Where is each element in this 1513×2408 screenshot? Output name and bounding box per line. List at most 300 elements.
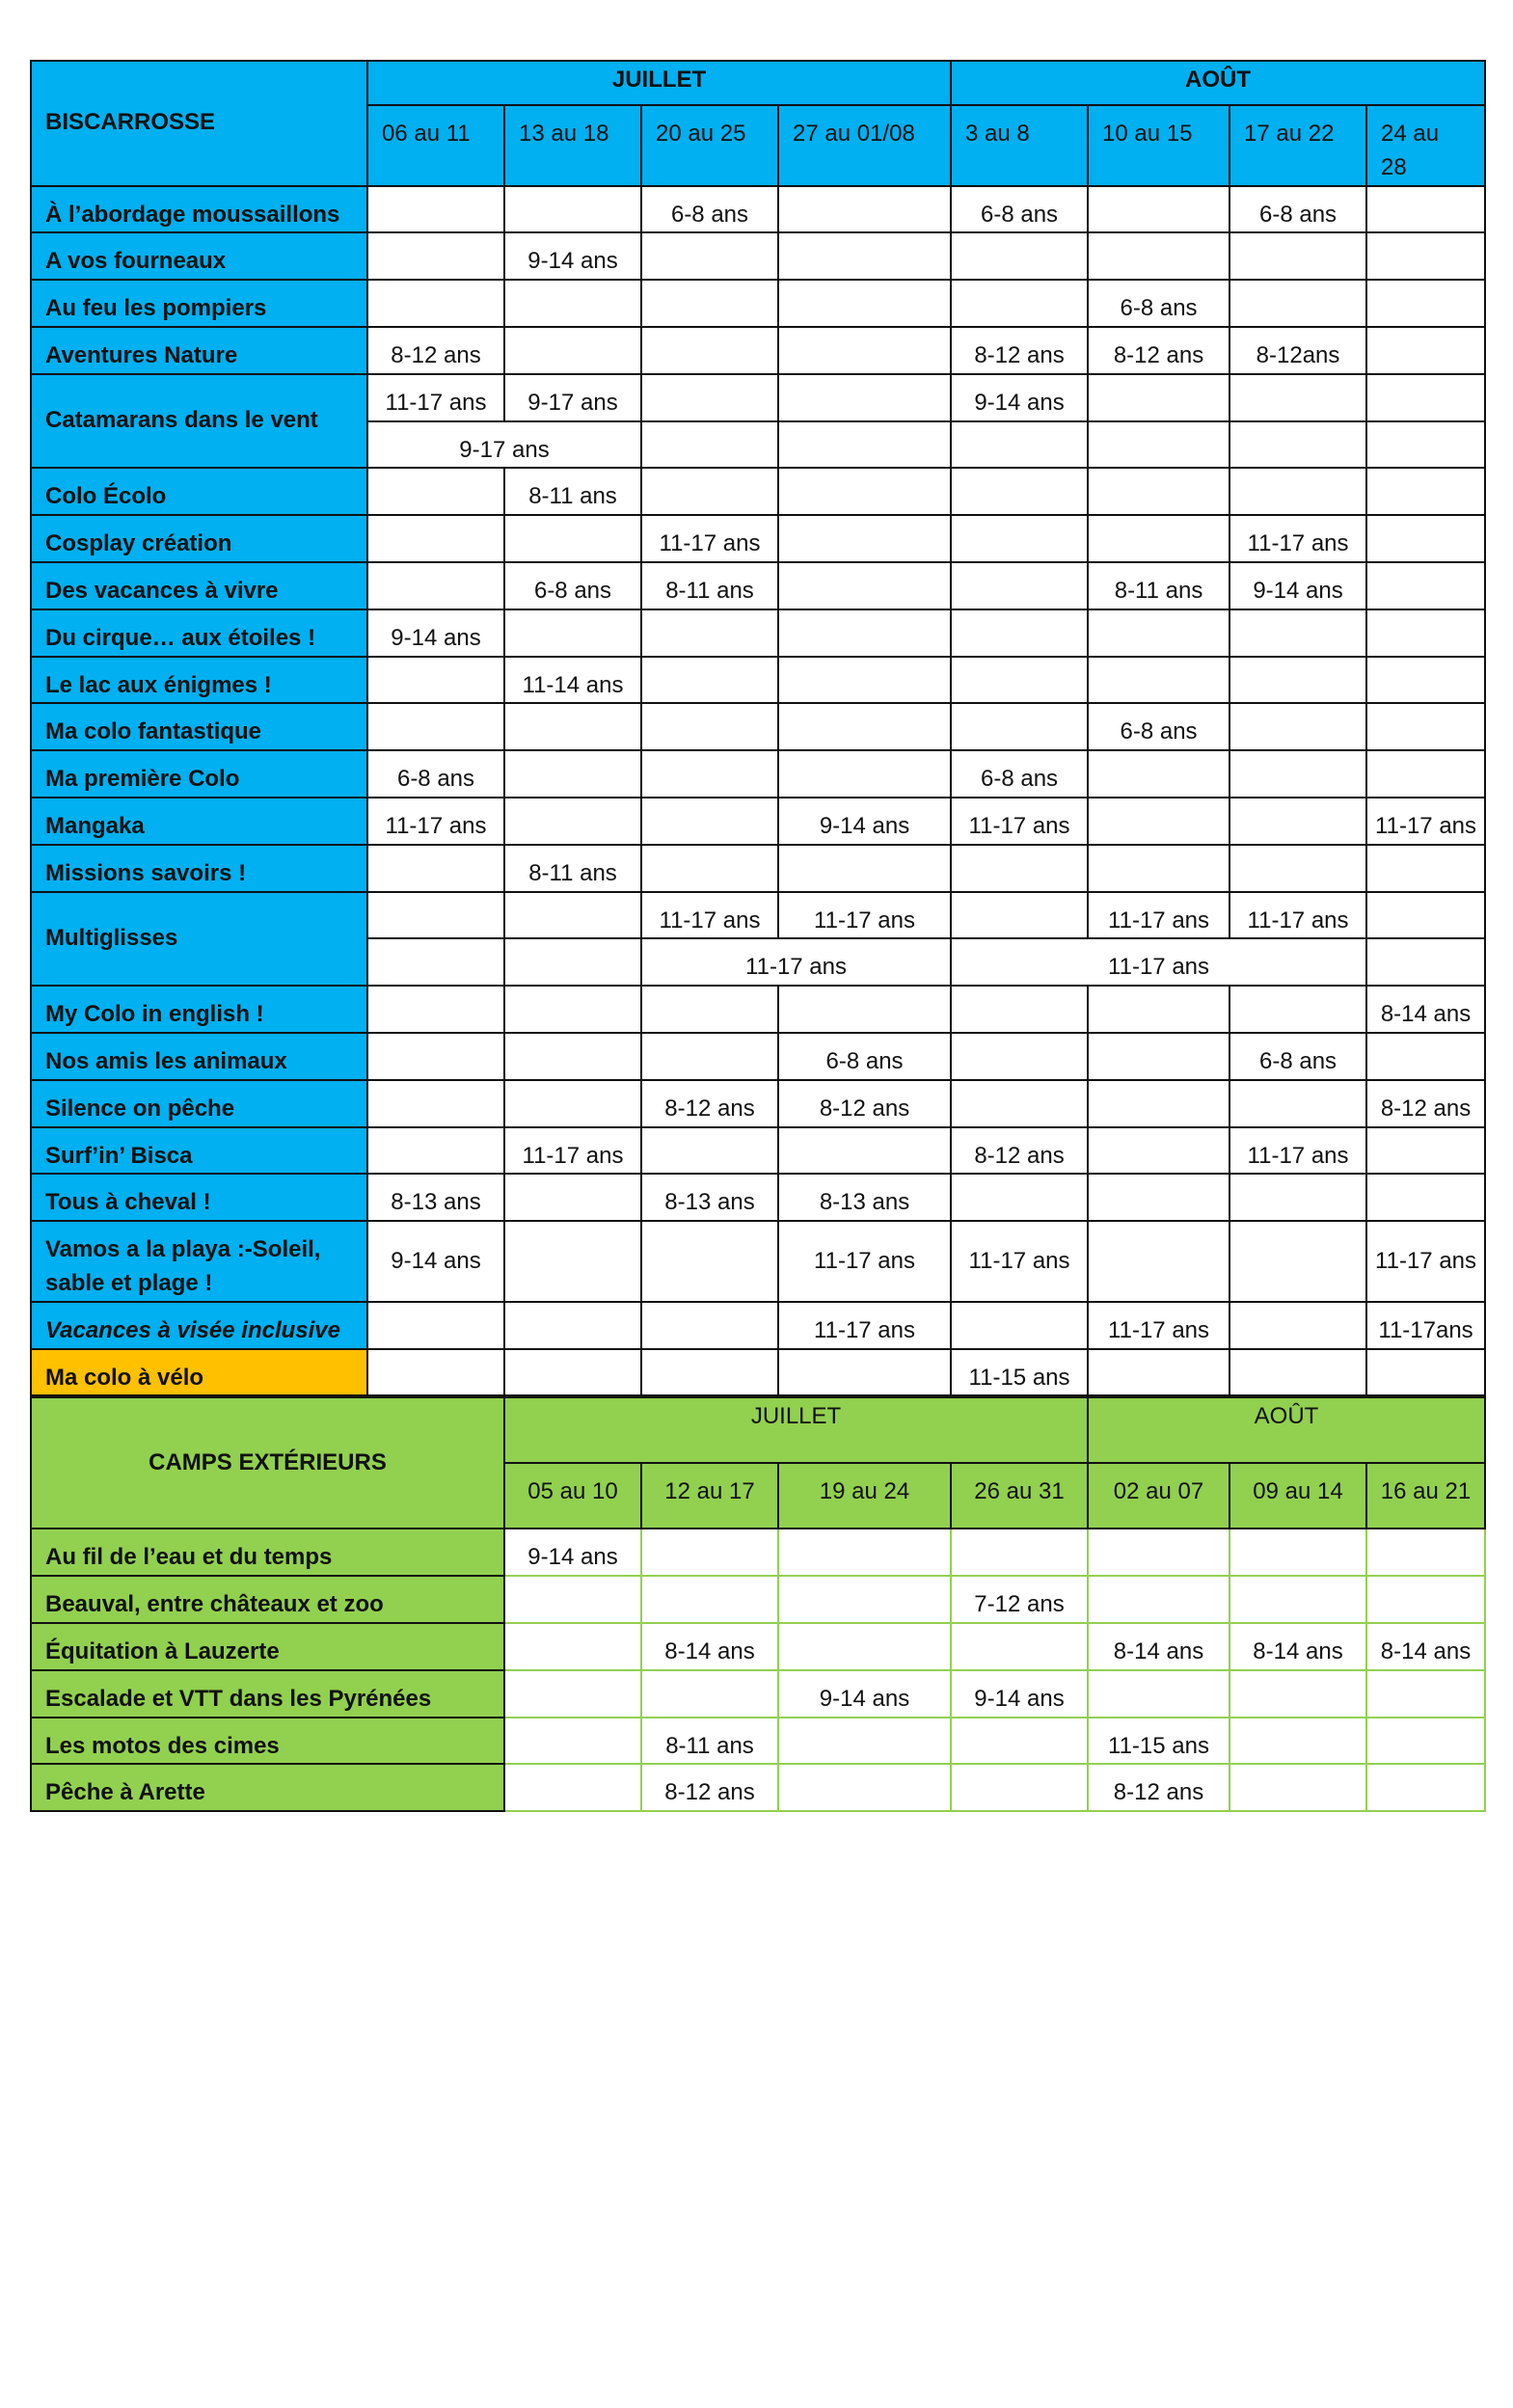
camps-title: CAMPS EXTÉRIEURS xyxy=(31,1397,504,1529)
session-cell xyxy=(1088,798,1229,845)
session-cell: 9-14 ans xyxy=(1229,562,1366,609)
session-cell xyxy=(504,1670,641,1718)
session-cell: 11-17 ans xyxy=(951,798,1088,845)
session-cell xyxy=(1366,657,1485,704)
table-row xyxy=(31,1221,1485,1302)
session-cell xyxy=(1229,232,1366,280)
session-cell: 11-17 ans xyxy=(641,938,951,986)
session-cell xyxy=(1366,327,1485,374)
session-cell xyxy=(641,657,778,704)
date-header: 24 au 28 xyxy=(1366,105,1485,186)
activity-label: Du cirque… aux étoiles ! xyxy=(31,609,367,657)
activity-label: Tous à cheval ! xyxy=(31,1174,367,1221)
session-cell: 8-11 ans xyxy=(641,562,778,609)
session-cell xyxy=(1366,703,1485,750)
date-header: 06 au 11 xyxy=(367,105,504,186)
table-row xyxy=(31,892,1485,939)
camp-label: Pêche à Arette xyxy=(31,1764,504,1811)
camp-label: Escalade et VTT dans les Pyrénées xyxy=(31,1670,504,1718)
session-cell: 8-12 ans xyxy=(951,327,1088,374)
session-cell: 11-17 ans xyxy=(951,938,1366,986)
table-row xyxy=(31,232,1485,280)
session-cell xyxy=(778,1764,951,1811)
page xyxy=(30,60,1484,1812)
activity-label: Aventures Nature xyxy=(31,327,367,374)
session-cell xyxy=(1229,1529,1366,1576)
session-cell xyxy=(641,280,778,327)
session-cell xyxy=(367,1349,504,1396)
session-cell xyxy=(1088,1349,1229,1396)
session-cell: 6-8 ans xyxy=(504,562,641,609)
session-cell xyxy=(778,845,951,892)
session-cell: 6-8 ans xyxy=(1229,1033,1366,1080)
camps-month-aout: AOÛT xyxy=(1088,1397,1485,1463)
camps-date-header: 02 au 07 xyxy=(1088,1463,1229,1529)
table-row xyxy=(31,609,1485,657)
session-cell: 11-17 ans xyxy=(778,1302,951,1349)
session-cell xyxy=(1088,1033,1229,1080)
session-cell xyxy=(1229,1670,1366,1718)
session-cell xyxy=(951,280,1088,327)
session-cell xyxy=(504,750,641,798)
session-cell xyxy=(1088,657,1229,704)
session-cell xyxy=(951,703,1088,750)
session-cell xyxy=(367,1080,504,1127)
camps-date-header: 09 au 14 xyxy=(1229,1463,1366,1529)
session-cell xyxy=(951,657,1088,704)
session-cell xyxy=(951,986,1088,1033)
session-cell xyxy=(367,515,504,562)
session-cell xyxy=(504,892,641,939)
session-cell: 6-8 ans xyxy=(1229,186,1366,233)
session-cell: 11-17ans xyxy=(1366,1302,1485,1349)
session-cell xyxy=(1088,515,1229,562)
session-cell: 8-12 ans xyxy=(367,327,504,374)
camp-label: Les motos des cimes xyxy=(31,1718,504,1765)
date-header: 17 au 22 xyxy=(1229,105,1366,186)
session-cell xyxy=(504,1080,641,1127)
session-cell xyxy=(1366,1033,1485,1080)
activity-label: Ma colo à vélo xyxy=(31,1349,367,1396)
session-cell xyxy=(367,1033,504,1080)
session-cell: 11-17 ans xyxy=(367,374,504,421)
session-cell xyxy=(1366,421,1485,469)
session-cell xyxy=(1366,186,1485,233)
table-row xyxy=(31,845,1485,892)
session-cell xyxy=(641,1221,778,1302)
session-cell xyxy=(641,703,778,750)
table-row xyxy=(31,1718,1485,1765)
session-cell xyxy=(778,232,951,280)
table-row xyxy=(31,1623,1485,1670)
session-cell: 8-14 ans xyxy=(1366,1623,1485,1670)
date-header: 27 au 01/08 xyxy=(778,105,951,186)
activity-label: Catamarans dans le vent xyxy=(31,374,367,469)
session-cell xyxy=(367,657,504,704)
session-cell xyxy=(1366,1670,1485,1718)
session-cell: 11-17 ans xyxy=(504,1127,641,1175)
session-cell xyxy=(641,1302,778,1349)
session-cell xyxy=(1366,1349,1485,1396)
session-cell xyxy=(1088,1529,1229,1576)
session-cell xyxy=(1229,845,1366,892)
session-cell xyxy=(367,986,504,1033)
session-cell xyxy=(1088,1127,1229,1175)
session-cell xyxy=(1088,232,1229,280)
session-cell xyxy=(1366,1174,1485,1221)
session-cell xyxy=(778,1349,951,1396)
session-cell: 8-14 ans xyxy=(1366,986,1485,1033)
session-cell: 8-11 ans xyxy=(1088,562,1229,609)
date-header: 13 au 18 xyxy=(504,105,641,186)
session-cell: 7-12 ans xyxy=(951,1576,1088,1623)
session-cell xyxy=(641,421,778,469)
camps-date-header: 19 au 24 xyxy=(778,1463,951,1529)
session-cell xyxy=(504,986,641,1033)
session-cell xyxy=(1088,845,1229,892)
session-cell xyxy=(778,280,951,327)
session-cell: 6-8 ans xyxy=(951,750,1088,798)
session-cell xyxy=(1088,1576,1229,1623)
session-cell xyxy=(1229,798,1366,845)
session-cell xyxy=(367,703,504,750)
activity-label-line: Vamos a la playa :-Soleil, xyxy=(45,1236,321,1263)
session-cell xyxy=(951,1080,1088,1127)
biscarrosse-title: BISCARROSSE xyxy=(31,61,367,186)
session-cell xyxy=(367,1127,504,1175)
date-header: 20 au 25 xyxy=(641,105,778,186)
session-cell xyxy=(504,186,641,233)
activity-label: Silence on pêche xyxy=(31,1080,367,1127)
session-cell xyxy=(1366,1764,1485,1811)
session-cell xyxy=(951,468,1088,515)
table-row xyxy=(31,1576,1485,1623)
session-cell: 11-15 ans xyxy=(1088,1718,1229,1765)
session-cell xyxy=(1366,280,1485,327)
session-cell: 6-8 ans xyxy=(1088,703,1229,750)
session-cell xyxy=(504,938,641,986)
session-cell xyxy=(1366,845,1485,892)
session-cell xyxy=(1366,609,1485,657)
session-cell xyxy=(641,798,778,845)
session-cell xyxy=(1229,1221,1366,1302)
session-cell xyxy=(504,1349,641,1396)
session-cell xyxy=(951,845,1088,892)
session-cell xyxy=(1366,515,1485,562)
session-cell: 8-14 ans xyxy=(1088,1623,1229,1670)
session-cell xyxy=(1366,232,1485,280)
camp-label: Au fil de l’eau et du temps xyxy=(31,1529,504,1576)
session-cell: 9-17 ans xyxy=(504,374,641,421)
session-cell: 8-14 ans xyxy=(641,1623,778,1670)
session-cell xyxy=(951,1174,1088,1221)
session-cell xyxy=(504,1221,641,1302)
session-cell xyxy=(1229,374,1366,421)
camps-date-header: 12 au 17 xyxy=(641,1463,778,1529)
session-cell xyxy=(951,1033,1088,1080)
camps-date-header: 05 au 10 xyxy=(504,1463,641,1529)
session-cell xyxy=(1366,1127,1485,1175)
month-aout: AOÛT xyxy=(951,61,1485,105)
session-cell: 9-14 ans xyxy=(367,1221,504,1302)
camps-date-header: 16 au 21 xyxy=(1366,1463,1485,1529)
session-cell xyxy=(778,1576,951,1623)
session-cell xyxy=(641,609,778,657)
session-cell: 8-11 ans xyxy=(641,1718,778,1765)
session-cell xyxy=(1088,1221,1229,1302)
session-cell xyxy=(951,562,1088,609)
session-cell: 8-12 ans xyxy=(1366,1080,1485,1127)
session-cell: 8-11 ans xyxy=(504,468,641,515)
session-cell xyxy=(367,232,504,280)
session-cell xyxy=(1088,1080,1229,1127)
session-cell xyxy=(504,703,641,750)
session-cell: 8-13 ans xyxy=(778,1174,951,1221)
session-cell: 11-17 ans xyxy=(367,798,504,845)
session-cell xyxy=(1088,986,1229,1033)
session-cell xyxy=(504,1623,641,1670)
table-row xyxy=(31,1174,1485,1221)
session-cell xyxy=(778,1529,951,1576)
session-cell xyxy=(641,1576,778,1623)
session-cell xyxy=(641,750,778,798)
session-cell xyxy=(951,1764,1088,1811)
session-cell xyxy=(641,374,778,421)
session-cell xyxy=(1229,1080,1366,1127)
session-cell xyxy=(778,421,951,469)
session-cell xyxy=(1088,374,1229,421)
session-cell xyxy=(641,232,778,280)
session-cell xyxy=(367,938,504,986)
activity-label: Colo Écolo xyxy=(31,468,367,515)
session-cell xyxy=(778,374,951,421)
table-row xyxy=(31,186,1485,233)
session-cell xyxy=(367,468,504,515)
table-row xyxy=(31,468,1485,515)
activity-label: Ma colo fantastique xyxy=(31,703,367,750)
session-cell xyxy=(1088,1174,1229,1221)
camps-month-juillet: JUILLET xyxy=(504,1397,1088,1463)
table-row xyxy=(31,280,1485,327)
camp-label: Beauval, entre châteaux et zoo xyxy=(31,1576,504,1623)
session-cell xyxy=(367,562,504,609)
session-cell xyxy=(951,1302,1088,1349)
session-cell: 11-15 ans xyxy=(951,1349,1088,1396)
session-cell xyxy=(1366,892,1485,939)
session-cell xyxy=(504,1718,641,1765)
table-row xyxy=(31,798,1485,845)
month-juillet: JUILLET xyxy=(367,61,951,105)
session-cell xyxy=(1088,468,1229,515)
session-cell xyxy=(778,986,951,1033)
session-cell xyxy=(1366,1529,1485,1576)
session-cell xyxy=(1229,609,1366,657)
session-cell xyxy=(1229,1174,1366,1221)
session-cell xyxy=(951,515,1088,562)
session-cell: 11-17 ans xyxy=(1088,1302,1229,1349)
activity-label: Le lac aux énigmes ! xyxy=(31,657,367,704)
session-cell: 11-17 ans xyxy=(641,515,778,562)
session-cell xyxy=(504,280,641,327)
session-cell xyxy=(778,1623,951,1670)
session-cell xyxy=(1229,657,1366,704)
session-cell: 11-17 ans xyxy=(1088,892,1229,939)
session-cell xyxy=(1229,421,1366,469)
session-cell xyxy=(1088,186,1229,233)
activity-label: Nos amis les animaux xyxy=(31,1033,367,1080)
session-cell xyxy=(951,232,1088,280)
table-row xyxy=(31,515,1485,562)
session-cell: 11-17 ans xyxy=(778,1221,951,1302)
session-cell: 11-17 ans xyxy=(1229,1127,1366,1175)
session-cell xyxy=(951,1623,1088,1670)
session-cell: 8-12 ans xyxy=(641,1764,778,1811)
session-cell: 11-17 ans xyxy=(778,892,951,939)
session-cell: 9-14 ans xyxy=(504,232,641,280)
session-cell xyxy=(778,1127,951,1175)
activity-label: Ma première Colo xyxy=(31,750,367,798)
session-cell: 6-8 ans xyxy=(367,750,504,798)
session-cell: 11-17 ans xyxy=(641,892,778,939)
session-cell xyxy=(1229,280,1366,327)
session-cell xyxy=(951,609,1088,657)
session-cell: 8-14 ans xyxy=(1229,1623,1366,1670)
session-cell xyxy=(1229,1302,1366,1349)
session-cell xyxy=(778,327,951,374)
session-cell xyxy=(1229,1764,1366,1811)
session-cell xyxy=(641,986,778,1033)
session-cell xyxy=(1088,421,1229,469)
session-cell xyxy=(778,1718,951,1765)
session-cell xyxy=(1366,750,1485,798)
session-cell xyxy=(951,1529,1088,1576)
session-cell xyxy=(641,845,778,892)
activity-label xyxy=(31,1221,367,1302)
session-cell xyxy=(1229,1718,1366,1765)
table-row xyxy=(31,657,1485,704)
session-cell: 6-8 ans xyxy=(778,1033,951,1080)
session-cell: 8-13 ans xyxy=(641,1174,778,1221)
session-cell xyxy=(1088,609,1229,657)
session-cell xyxy=(641,468,778,515)
session-cell xyxy=(1229,468,1366,515)
activity-label: Mangaka xyxy=(31,798,367,845)
session-cell xyxy=(504,327,641,374)
activity-label: Au feu les pompiers xyxy=(31,280,367,327)
camp-label: Équitation à Lauzerte xyxy=(31,1623,504,1670)
session-cell: 9-14 ans xyxy=(367,609,504,657)
session-cell xyxy=(641,1033,778,1080)
date-header: 10 au 15 xyxy=(1088,105,1229,186)
session-cell xyxy=(778,186,951,233)
session-cell: 11-17 ans xyxy=(1366,1221,1485,1302)
session-cell xyxy=(951,892,1088,939)
camps-table xyxy=(30,1396,1486,1812)
session-cell xyxy=(367,892,504,939)
session-cell: 6-8 ans xyxy=(641,186,778,233)
table-row xyxy=(31,1764,1485,1811)
biscarrosse-table xyxy=(30,60,1486,1396)
table-row xyxy=(31,1080,1485,1127)
session-cell xyxy=(504,609,641,657)
session-cell xyxy=(504,1576,641,1623)
session-cell: 11-17 ans xyxy=(951,1221,1088,1302)
activity-label: Des vacances à vivre xyxy=(31,562,367,609)
session-cell xyxy=(778,468,951,515)
session-cell: 8-12 ans xyxy=(951,1127,1088,1175)
session-cell xyxy=(1229,1576,1366,1623)
session-cell: 8-11 ans xyxy=(504,845,641,892)
session-cell xyxy=(1088,750,1229,798)
session-cell: 8-12ans xyxy=(1229,327,1366,374)
session-cell: 11-14 ans xyxy=(504,657,641,704)
session-cell xyxy=(641,1529,778,1576)
session-cell xyxy=(367,1302,504,1349)
table-row xyxy=(31,1033,1485,1080)
table-row xyxy=(31,1670,1485,1718)
session-cell xyxy=(504,1764,641,1811)
session-cell xyxy=(1366,562,1485,609)
session-cell: 6-8 ans xyxy=(951,186,1088,233)
session-cell xyxy=(367,186,504,233)
session-cell: 9-14 ans xyxy=(504,1529,641,1576)
session-cell: 11-17 ans xyxy=(1366,798,1485,845)
session-cell: 8-12 ans xyxy=(1088,327,1229,374)
session-cell xyxy=(641,1670,778,1718)
session-cell xyxy=(504,1033,641,1080)
session-cell xyxy=(641,1349,778,1396)
session-cell xyxy=(504,515,641,562)
activity-label: Cosplay création xyxy=(31,515,367,562)
session-cell xyxy=(1229,986,1366,1033)
table-row xyxy=(31,562,1485,609)
session-cell xyxy=(778,515,951,562)
session-cell xyxy=(641,327,778,374)
activity-label: Multiglisses xyxy=(31,892,367,987)
session-cell xyxy=(1229,750,1366,798)
session-cell xyxy=(641,1127,778,1175)
session-cell xyxy=(504,1174,641,1221)
session-cell xyxy=(1366,1576,1485,1623)
table-row xyxy=(31,1529,1485,1576)
session-cell: 9-14 ans xyxy=(951,374,1088,421)
table-row xyxy=(31,750,1485,798)
session-cell: 8-12 ans xyxy=(641,1080,778,1127)
activity-label: À l’abordage moussaillons xyxy=(31,186,367,233)
session-cell: 8-12 ans xyxy=(778,1080,951,1127)
session-cell xyxy=(1229,703,1366,750)
session-cell xyxy=(951,421,1088,469)
table-row xyxy=(31,327,1485,374)
session-cell: 9-17 ans xyxy=(367,421,641,469)
session-cell xyxy=(504,798,641,845)
camps-date-header: 26 au 31 xyxy=(951,1463,1088,1529)
session-cell xyxy=(1088,1670,1229,1718)
session-cell xyxy=(778,562,951,609)
session-cell xyxy=(1229,1349,1366,1396)
table-row xyxy=(31,1302,1485,1349)
session-cell xyxy=(1366,468,1485,515)
activity-label: Missions savoirs ! xyxy=(31,845,367,892)
activity-label: Surf’in’ Bisca xyxy=(31,1127,367,1175)
date-header: 3 au 8 xyxy=(951,105,1088,186)
session-cell: 11-17 ans xyxy=(1229,892,1366,939)
session-cell xyxy=(951,1718,1088,1765)
table-row xyxy=(31,374,1485,421)
table-row xyxy=(31,986,1485,1033)
table-row xyxy=(31,1349,1485,1396)
session-cell: 9-14 ans xyxy=(778,798,951,845)
